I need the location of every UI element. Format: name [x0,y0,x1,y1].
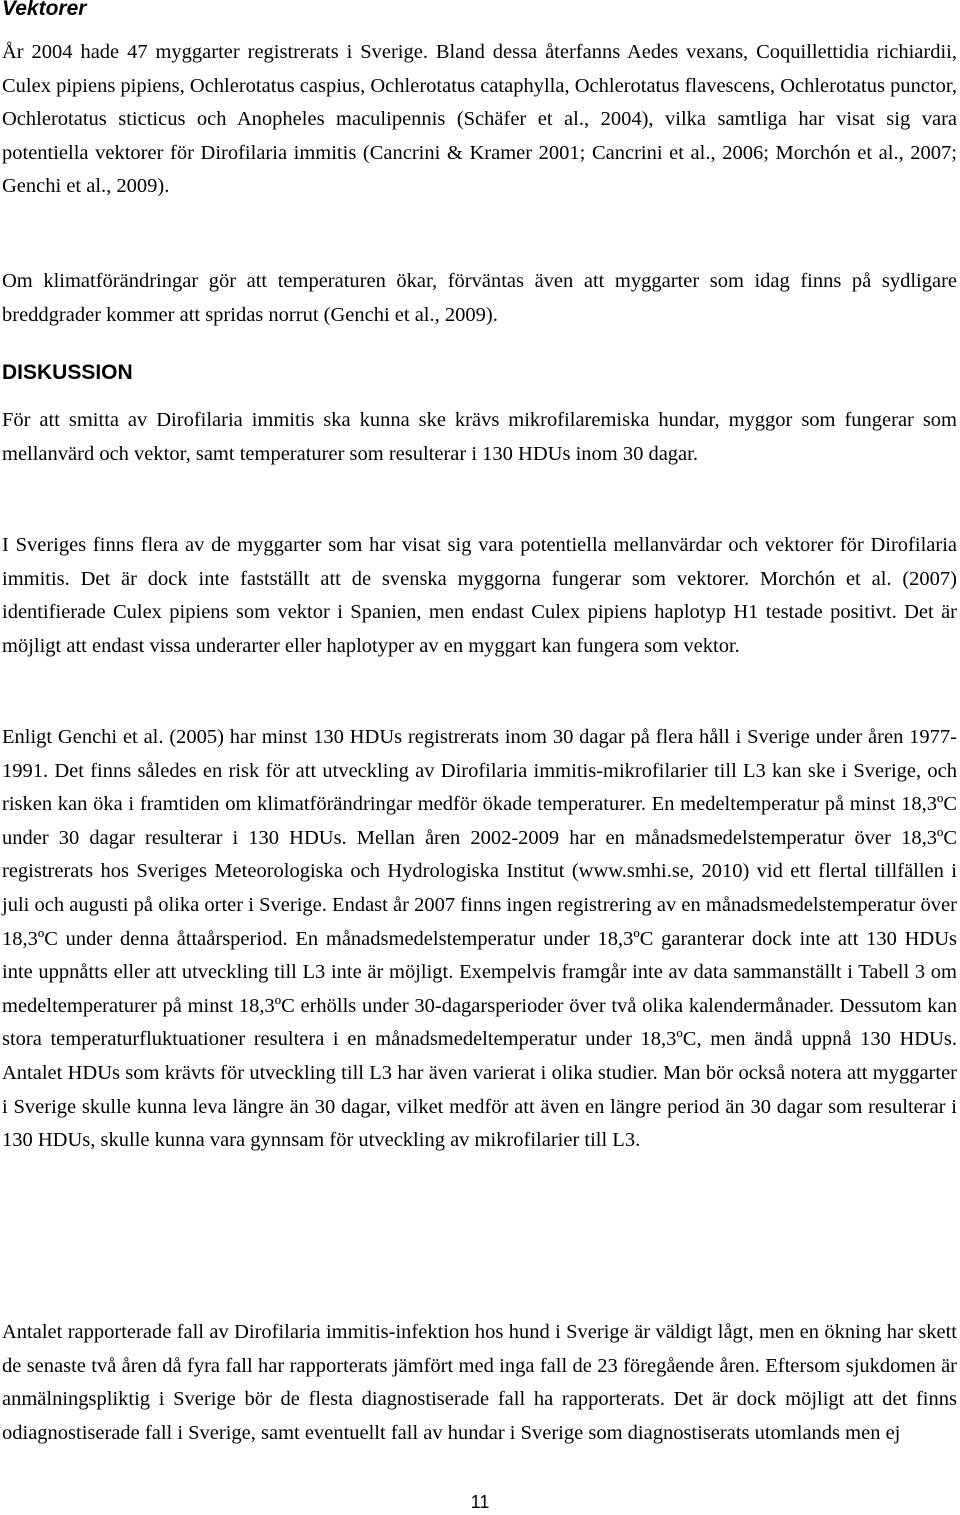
paragraph-smitta: För att smitta av Dirofilaria immitis ska kunna ske krävs mikrofilaremiska hundar, myggor som fungerar som mellanvärd och vektor, samt temperaturer som resulterar i 130 HDUs inom 30 dagar. [2,409,957,465]
paragraph-rapporterade-fall: Antalet rapporterade fall av Dirofilaria immitis-infektion hos hund i Sverige är väldigt lågt, men en ökning har skett de senaste två åren då fyra fall har rapporterats jämfört med inga fall de 23 föregående åren. Eftersom sjukdomen är anmälningspliktig i Sverige bör de flesta diagnostiserade fall ha rapporterats. Det är dock möjligt att det finns odiagnostiserade fall i Sverige, samt eventuellt fall av hundar i Sverige som diagnostiserats utomlands men ej [2,1321,957,1444]
section-heading-diskussion: DISKUSSION [2,361,133,384]
page-number: 11 [470,1492,490,1512]
paragraph-klimat: Om klimatförändringar gör att temperaturen ökar, förväntas även att myggarter som idag finns på sydligare breddgrader kommer att spridas norrut (Genchi et al., 2009). [2,270,957,326]
paragraph-hdus-temperatur: Enligt Genchi et al. (2005) har minst 130 HDUs registrerats inom 30 dagar på flera håll i Sverige under åren 1977-1991. Det finns således en risk för att utveckling av Dirofilaria immitis-mikrofilarier till L3 kan ske i Sverige, och risken kan öka i framtiden om klimatförändringar medför ökade temperaturer. En medeltemperatur på minst 18,3ºC under 30 dagar resulterar i 130 HDUs. Mellan åren 2002-2009 har en månadsmedelstemperatur över 18,3ºC registrerats hos Sveriges Meteorologiska och Hydrologiska Institut (www.smhi.se, 2010) vid ett flertal tillfällen i juli och augusti på olika orter i Sverige. Endast år 2007 finns ingen registrering av en månadsmedelstemperatur över 18,3ºC under denna åttaårsperiod. En månadsmedelstemperatur under 18,3ºC garanterar dock inte att 130 HDUs inte uppnåtts eller att utveckling till L3 inte är möjligt. Exempelvis framgår inte av data sammanställt i Tabell 3 om medeltemperaturer på minst 18,3ºC erhölls under 30-dagarsperioder över två olika kalendermånader. Dessutom kan stora temperaturfluktuationer resultera i en månadsmedeltemperatur under 18,3ºC, men ändå uppnå 130 HDUs. Antalet HDUs som krävts för utveckling till L3 har även varierat i olika studier. Man bör också notera att myggarter i Sverige skulle kunna leva längre än 30 dagar, vilket medför att även en längre period än 30 dagar som resulterar i 130 HDUs, skulle kunna vara gynnsam för utveckling av mikrofilarier till L3. [2,726,957,1152]
paragraph-sveriges-myggarter: I Sveriges finns flera av de myggarter som har visat sig vara potentiella mellanvärdar och vektorer för Dirofilaria immitis. Det är dock inte fastställt att de svenska myggorna fungerar som vektorer. Morchón et al. (2007) identifierade Culex pipiens som vektor i Spanien, men endast Culex pipiens haplotyp H1 testade positivt. Det är möjligt att endast vissa underarter eller haplotyper av en myggart kan fungera som vektor. [2,534,957,657]
subheading-vektorer: Vektorer [2,0,87,20]
paragraph-vektorer-list: År 2004 hade 47 myggarter registrerats i Sverige. Bland dessa återfanns Aedes vexans, Coquillettidia richiardii, Culex pipiens pipiens, Ochlerotatus caspius, Ochlerotatus cataphylla, Ochlerotatus flavescens, Ochlerotatus punctor, Ochlerotatus sticticus och Anopheles maculipennis (Schäfer et al., 2004), vilka samtliga har visat sig vara potentiella vektorer för Dirofilaria immitis (Cancrini & Kramer 2001; Cancrini et al., 2006; Morchón et al., 2007; Genchi et al., 2009). [2,41,958,198]
